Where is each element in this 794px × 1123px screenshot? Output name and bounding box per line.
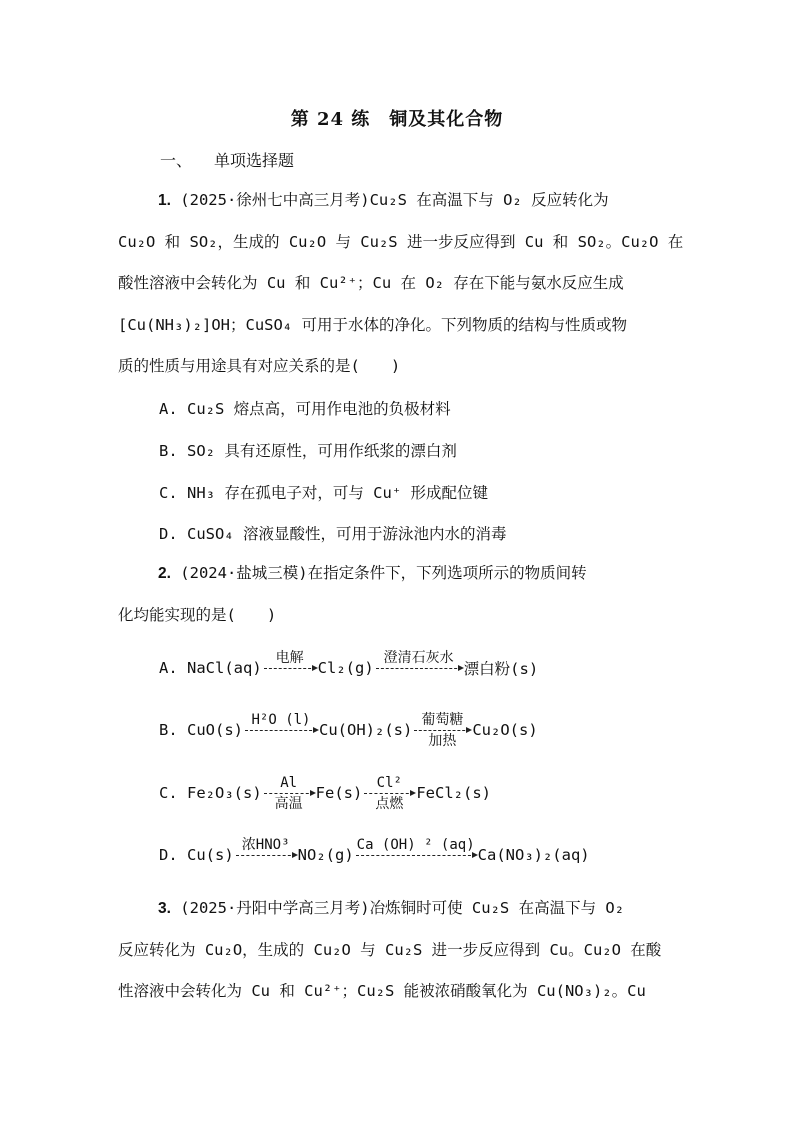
product: Cu₂O(s) [472, 721, 538, 739]
reactant: D. Cu(s) [159, 846, 234, 864]
arrow-condition-bottom: 点燃 [375, 795, 404, 812]
question-1-line: 酸性溶液中会转化为 Cu 和 Cu²⁺；Cu 在 O₂ 存在下能与氨水反应生成 [118, 274, 624, 292]
question-1-option-d[interactable]: D. CuSO₄ 溶液显酸性，可用于游泳池内水的消毒 [159, 525, 507, 543]
question-1-option-b[interactable]: B. SO₂ 具有还原性，可用作纸浆的漂白剂 [159, 442, 457, 460]
question-1-option-c[interactable]: C. NH₃ 存在孤电子对，可与 Cu⁺ 形成配位键 [159, 484, 488, 502]
section-label: 单项选择题 [214, 151, 295, 170]
arrow-condition-bottom: 加热 [428, 732, 457, 749]
question-1-line: Cu₂O 和 SO₂，生成的 Cu₂O 与 Cu₂S 进一步反应得到 Cu 和 SO₂。Cu₂O 在 [118, 232, 684, 251]
intermediate: Cu(OH)₂(s) [319, 721, 413, 739]
arrow-condition-bottom: 高温 [274, 795, 303, 812]
reactant: A. NaCl(aq) [159, 659, 262, 677]
question-2-line: 2. (2024·盐城三模)在指定条件下，下列选项所示的物质间转 [158, 564, 587, 582]
arrow-condition-top: 浓HNO³ [241, 836, 290, 853]
question-2-option-b[interactable] [159, 705, 538, 755]
reactant: B. CuO(s) [159, 721, 243, 739]
intermediate: NO₂(g) [297, 846, 354, 864]
reaction-arrow [264, 648, 316, 689]
question-2 [118, 553, 678, 636]
question-3-line: 3. (2025·丹阳中学高三月考)冶炼铜时可使 Cu₂S 在高温下与 O₂ [158, 899, 625, 917]
question-3-line: 性溶液中会转化为 Cu 和 Cu²⁺；Cu₂S 能被浓硝酸氧化为 Cu(NO₃)₂。Cu [118, 982, 646, 1000]
question-1 [118, 180, 684, 388]
arrow-condition-top: 澄清石灰水 [383, 649, 454, 666]
reaction-arrow [356, 835, 476, 876]
intermediate: Cl₂(g) [317, 659, 374, 677]
arrow-condition-top: Cl² [376, 774, 402, 791]
question-1-number: 1. [158, 192, 171, 209]
question-1-line: 1. (2025·徐州七中高三月考)Cu₂S 在高温下与 O₂ 反应转化为 [158, 191, 609, 209]
reaction-arrow [264, 773, 314, 814]
question-1-line: 质的性质与用途具有对应关系的是( ) [118, 357, 401, 375]
intermediate: Fe(s) [315, 784, 363, 802]
arrow-condition-top: H²O (l) [251, 711, 311, 728]
question-2-option-d[interactable] [159, 830, 590, 880]
reaction-arrow [414, 710, 470, 751]
arrow-condition-top: Ca (OH) ² (aq) [356, 836, 475, 853]
product: Ca(NO₃)₂(aq) [477, 846, 590, 864]
question-2-line: 化均能实现的是( ) [118, 605, 277, 624]
question-3-number: 3. [158, 900, 171, 917]
page-title: 第 24 练 铜及其化合物 [290, 109, 504, 130]
section-heading [160, 148, 294, 171]
reactant: C. Fe₂O₃(s) [159, 784, 262, 802]
reaction-arrow [376, 648, 462, 689]
question-2-option-a[interactable] [159, 643, 538, 693]
section-number: 一、 [160, 151, 193, 170]
arrow-condition-top: 葡萄糖 [421, 711, 464, 728]
question-3-line: 反应转化为 Cu₂O，生成的 Cu₂O 与 Cu₂S 进一步反应得到 Cu。Cu₂O 在酸 [118, 940, 662, 959]
arrow-condition-top: 电解 [275, 649, 304, 666]
product: FeCl₂(s) [416, 784, 491, 802]
question-2-number: 2. [158, 565, 171, 582]
arrow-condition-top: Al [280, 774, 298, 791]
question-1-option-a[interactable]: A. Cu₂S 熔点高，可用作电池的负极材料 [159, 400, 451, 418]
question-1-line: [Cu(NH₃)₂]OH；CuSO₄ 可用于水体的净化。下列物质的结构与性质或物 [118, 315, 627, 334]
product: 漂白粉(s) [463, 660, 539, 678]
reaction-arrow [245, 710, 317, 751]
question-2-option-c[interactable] [159, 768, 491, 818]
reaction-arrow [364, 773, 414, 814]
reaction-arrow [236, 835, 296, 876]
question-3 [118, 888, 678, 1013]
